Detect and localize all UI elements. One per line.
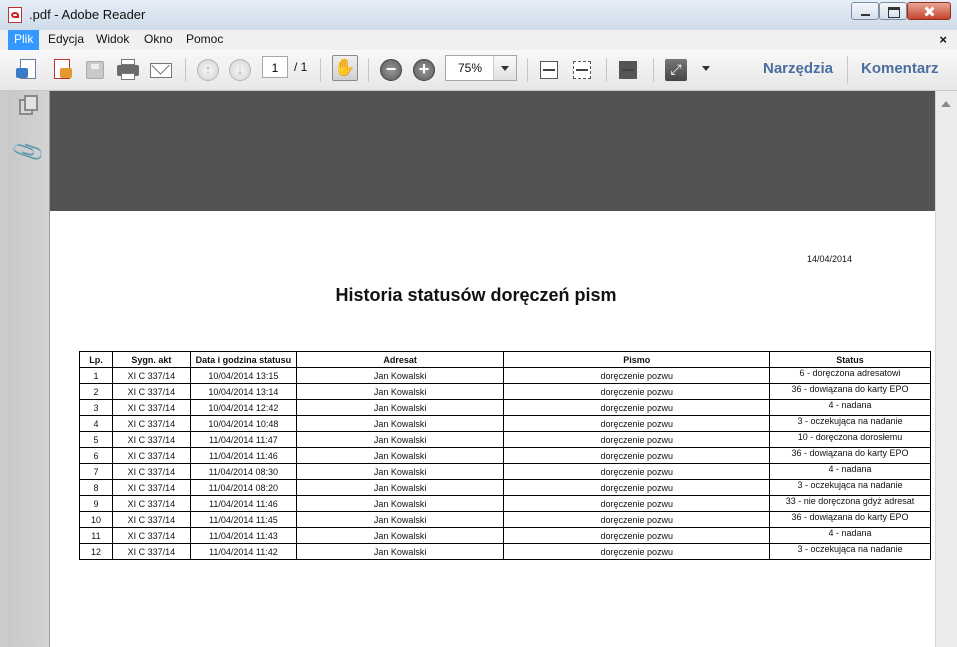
table-row <box>80 480 931 496</box>
cell-document: doręczenie pozwu <box>504 448 770 464</box>
create-pdf-icon[interactable] <box>14 56 42 84</box>
cell-addressee: Jan Kowalski <box>296 384 504 400</box>
cell-addressee: Jan Kowalski <box>296 544 504 560</box>
cell-lp: 8 <box>80 480 113 496</box>
zoom-out-icon[interactable]: − <box>377 56 405 84</box>
zoom-dropdown-icon[interactable] <box>493 56 516 80</box>
cell-status: 36 - dowiązana do karty EPO <box>770 512 931 528</box>
cell-status: 3 - oczekująca na nadanie <box>770 480 931 496</box>
cell-status: 10 - doręczona dorosłemu <box>770 432 931 448</box>
cell-addressee: Jan Kowalski <box>296 464 504 480</box>
toolbar-separator <box>606 58 607 82</box>
cell-status: 36 - dowiązana do karty EPO <box>770 384 931 400</box>
email-icon[interactable] <box>147 56 175 84</box>
menu-okno[interactable]: Okno <box>144 32 173 46</box>
table-row <box>80 368 931 384</box>
cell-lp: 4 <box>80 416 113 432</box>
cell-status-datetime: 11/04/2014 11:45 <box>190 512 296 528</box>
cell-lp: 5 <box>80 432 113 448</box>
toolbar-separator <box>320 58 321 82</box>
cell-status-datetime: 11/04/2014 08:20 <box>190 480 296 496</box>
cell-case-number: XI C 337/14 <box>112 480 190 496</box>
fit-width-icon[interactable] <box>536 56 564 84</box>
cell-case-number: XI C 337/14 <box>112 528 190 544</box>
table-header-row <box>80 352 931 368</box>
navigation-pane <box>0 91 50 647</box>
cell-status: 4 - nadana <box>770 528 931 544</box>
cell-document: doręczenie pozwu <box>504 528 770 544</box>
cell-status: 3 - oczekująca na nadanie <box>770 544 931 560</box>
toolbar-separator <box>368 58 369 82</box>
previous-page-icon[interactable]: ↑ <box>194 56 222 84</box>
toolbar-separator <box>527 58 528 82</box>
cell-case-number: XI C 337/14 <box>112 496 190 512</box>
menu-edycja[interactable]: Edycja <box>48 32 85 46</box>
column-header: Pismo <box>504 352 770 368</box>
column-header: Adresat <box>296 352 504 368</box>
comment-pane-button[interactable]: Komentarz <box>861 60 939 77</box>
full-screen-icon[interactable]: ⤢ <box>662 56 690 84</box>
cell-status-datetime: 11/04/2014 08:30 <box>190 464 296 480</box>
table-row <box>80 416 931 432</box>
current-page-input[interactable]: 1 <box>262 56 288 78</box>
navigation-pane-strip <box>8 91 49 647</box>
title-bar <box>0 0 957 31</box>
table-row <box>80 512 931 528</box>
cell-lp: 10 <box>80 512 113 528</box>
toolbar-more-icon[interactable] <box>702 66 710 75</box>
column-header: Status <box>770 352 931 368</box>
cell-lp: 11 <box>80 528 113 544</box>
zoom-in-icon[interactable]: + <box>410 56 438 84</box>
next-page-icon[interactable]: ↓ <box>226 56 254 84</box>
cell-document: doręczenie pozwu <box>504 384 770 400</box>
cell-document: doręczenie pozwu <box>504 512 770 528</box>
toolbar-separator <box>185 58 186 82</box>
tools-pane-button[interactable]: Narzędzia <box>763 60 834 77</box>
cell-document: doręczenie pozwu <box>504 432 770 448</box>
table-row <box>80 528 931 544</box>
cell-lp: 7 <box>80 464 113 480</box>
maximize-button[interactable] <box>879 2 907 20</box>
cell-addressee: Jan Kowalski <box>296 368 504 384</box>
cell-document: doręczenie pozwu <box>504 496 770 512</box>
menu-plik[interactable]: Plik <box>8 30 39 50</box>
fit-page-icon[interactable] <box>569 56 597 84</box>
window-controls <box>851 2 951 20</box>
cell-status-datetime: 11/04/2014 11:46 <box>190 496 296 512</box>
toolbar-separator <box>653 58 654 82</box>
cell-status: 33 - nie doręczona gdyż adresat <box>770 496 931 512</box>
column-header: Sygn. akt <box>112 352 190 368</box>
cell-document: doręczenie pozwu <box>504 400 770 416</box>
cell-case-number: XI C 337/14 <box>112 400 190 416</box>
cell-status: 3 - oczekująca na nadanie <box>770 416 931 432</box>
hand-tool-icon[interactable]: ✋ <box>332 55 358 81</box>
document-date: 14/04/2014 <box>807 254 853 264</box>
column-header: Data i godzina statusu <box>190 352 296 368</box>
cell-case-number: XI C 337/14 <box>112 544 190 560</box>
column-header: Lp. <box>80 352 113 368</box>
cell-document: doręczenie pozwu <box>504 480 770 496</box>
cell-addressee: Jan Kowalski <box>296 416 504 432</box>
cell-status-datetime: 11/04/2014 11:42 <box>190 544 296 560</box>
menu-bar <box>0 30 957 50</box>
scroll-up-icon[interactable] <box>941 96 951 107</box>
cell-status: 6 - doręczona adresatowi <box>770 368 931 384</box>
print-icon[interactable] <box>114 56 142 84</box>
toolbar-separator <box>847 56 848 84</box>
table-row <box>80 400 931 416</box>
cell-addressee: Jan Kowalski <box>296 400 504 416</box>
vertical-scrollbar[interactable] <box>935 91 957 647</box>
cell-status-datetime: 11/04/2014 11:47 <box>190 432 296 448</box>
cell-case-number: XI C 337/14 <box>112 432 190 448</box>
table-row <box>80 448 931 464</box>
cell-status: 36 - dowiązana do karty EPO <box>770 448 931 464</box>
cell-status-datetime: 10/04/2014 13:15 <box>190 368 296 384</box>
cell-case-number: XI C 337/14 <box>112 464 190 480</box>
cell-document: doręczenie pozwu <box>504 544 770 560</box>
cell-lp: 6 <box>80 448 113 464</box>
cell-case-number: XI C 337/14 <box>112 448 190 464</box>
snapshot-icon[interactable] <box>615 56 643 84</box>
cell-status-datetime: 11/04/2014 11:43 <box>190 528 296 544</box>
window-title: .pdf - Adobe Reader <box>29 7 146 22</box>
cell-status-datetime: 10/04/2014 13:14 <box>190 384 296 400</box>
cell-case-number: XI C 337/14 <box>112 416 190 432</box>
save-icon[interactable] <box>81 56 109 84</box>
minimize-button[interactable] <box>851 2 879 20</box>
table-row <box>80 432 931 448</box>
document-title: Historia statusów doręczeń pism <box>335 285 617 305</box>
menu-widok[interactable]: Widok <box>96 32 130 46</box>
cell-addressee: Jan Kowalski <box>296 528 504 544</box>
cell-addressee: Jan Kowalski <box>296 496 504 512</box>
cell-lp: 9 <box>80 496 113 512</box>
cell-lp: 3 <box>80 400 113 416</box>
table-row <box>80 496 931 512</box>
cell-addressee: Jan Kowalski <box>296 480 504 496</box>
cell-document: doręczenie pozwu <box>504 464 770 480</box>
cell-addressee: Jan Kowalski <box>296 448 504 464</box>
pages-thumbnails-icon[interactable] <box>19 99 33 115</box>
cell-status-datetime: 10/04/2014 10:48 <box>190 416 296 432</box>
cell-status-datetime: 10/04/2014 12:42 <box>190 400 296 416</box>
cell-lp: 2 <box>80 384 113 400</box>
table-row <box>80 464 931 480</box>
cell-lp: 12 <box>80 544 113 560</box>
close-button[interactable] <box>907 2 951 20</box>
attachments-icon[interactable]: 📎 <box>10 133 47 170</box>
cell-status: 4 - nadana <box>770 400 931 416</box>
table-row <box>80 544 931 560</box>
cell-document: doręczenie pozwu <box>504 368 770 384</box>
page-total: / 1 <box>294 60 308 74</box>
adobe-reader-icon <box>8 7 22 23</box>
cell-case-number: XI C 337/14 <box>112 368 190 384</box>
table-row <box>80 384 931 400</box>
close-document-icon[interactable]: × <box>939 32 947 47</box>
cell-addressee: Jan Kowalski <box>296 512 504 528</box>
zoom-value: 75% <box>458 61 483 75</box>
status-history-table <box>79 351 931 560</box>
zoom-select[interactable] <box>445 55 517 81</box>
export-pdf-icon[interactable] <box>48 56 76 84</box>
cell-lp: 1 <box>80 368 113 384</box>
cell-status-datetime: 11/04/2014 11:46 <box>190 448 296 464</box>
cell-case-number: XI C 337/14 <box>112 512 190 528</box>
cell-status: 4 - nadana <box>770 464 931 480</box>
cell-addressee: Jan Kowalski <box>296 432 504 448</box>
cell-case-number: XI C 337/14 <box>112 384 190 400</box>
cell-document: doręczenie pozwu <box>504 416 770 432</box>
menu-pomoc[interactable]: Pomoc <box>186 32 224 46</box>
